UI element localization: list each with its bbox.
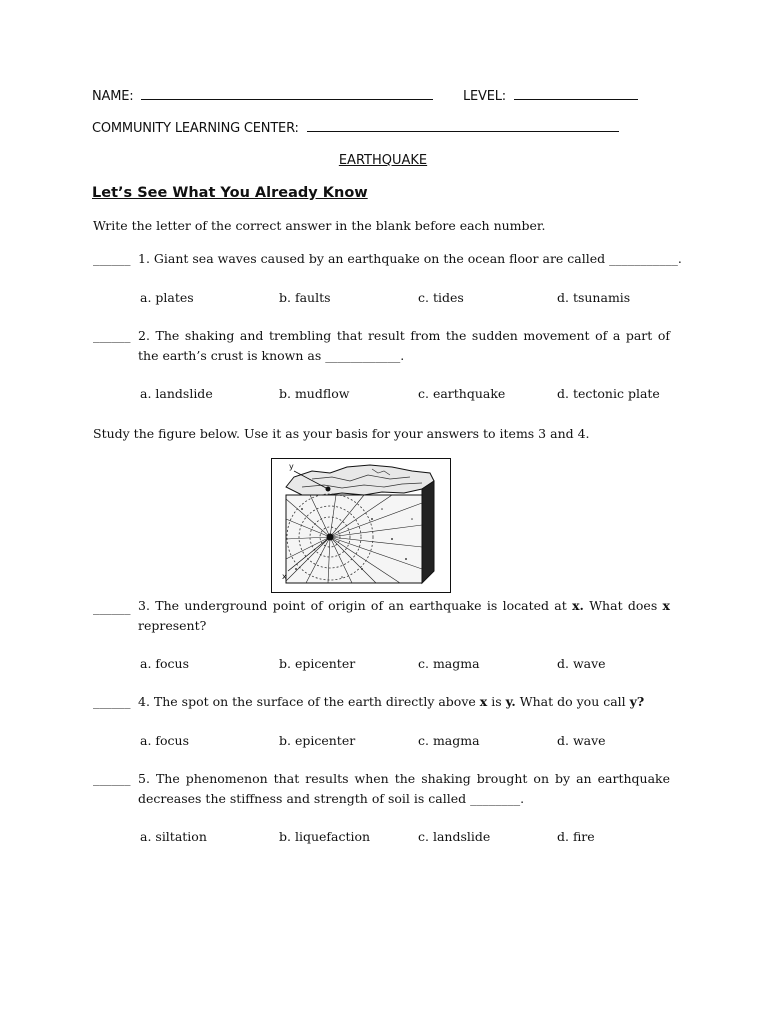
q4-option-c: c. magma — [418, 733, 480, 748]
q2-option-c: c. earthquake — [418, 386, 506, 401]
question-4-text-mid: is — [487, 694, 506, 709]
answer-blank-3[interactable]: ______ — [93, 600, 131, 615]
question-5: 5. The phenomenon that results when the shaking brought on by an earthquake decreases the stiffness and strength of soil is called ________. — [138, 771, 670, 806]
question-3-x-bold: x. — [572, 598, 584, 613]
q2-option-a: a. landslide — [140, 386, 213, 401]
answer-blank-2[interactable]: ______ — [93, 328, 131, 343]
q3-option-b: b. epicenter — [279, 656, 356, 671]
earthquake-diagram — [271, 458, 451, 593]
question-3-text: 3. The underground point of origin of an earthquake is located at — [138, 598, 573, 613]
clc-blank[interactable] — [307, 130, 619, 132]
figure-label-x: x — [282, 572, 287, 581]
clc-field — [92, 121, 619, 136]
question-4-text-mid-2: What do you call — [515, 694, 630, 709]
question-3-text-end: represent? — [138, 618, 207, 633]
q5-option-d: d. fire — [557, 829, 595, 844]
q5-option-c: c. landslide — [418, 829, 491, 844]
name-label: NAME: — [92, 89, 134, 104]
name-blank[interactable] — [141, 98, 433, 100]
answer-blank-1[interactable]: ______ — [93, 251, 131, 266]
name-field — [92, 89, 433, 104]
q3-option-d: d. wave — [557, 656, 606, 671]
level-blank[interactable] — [514, 98, 638, 100]
question-4 — [138, 692, 670, 712]
q3-option-a: a. focus — [140, 656, 190, 671]
q4-option-d: d. wave — [557, 733, 606, 748]
figure-label-y: y — [289, 462, 294, 471]
section-heading: Let’s See What You Already Know — [92, 185, 368, 201]
clc-label: COMMUNITY LEARNING CENTER: — [92, 121, 299, 136]
q5-option-b: b. liquefaction — [279, 829, 371, 844]
q4-option-a: a. focus — [140, 733, 190, 748]
question-3 — [138, 596, 670, 636]
earthquake-block-illustration — [272, 459, 450, 592]
q2-option-b: b. mudflow — [279, 386, 350, 401]
q1-option-b: b. faults — [279, 290, 331, 305]
page-title: EARTHQUAKE — [338, 153, 428, 168]
question-2: 2. The shaking and trembling that result from the sudden movement of a part of the earth’s crust is known as ____________. — [138, 328, 670, 363]
level-label: LEVEL: — [463, 89, 506, 104]
figure-instruction: Study the figure below. Use it as your basis for your answers to items 3 and 4. — [93, 426, 590, 441]
q3-option-c: c. magma — [418, 656, 480, 671]
question-4-text: 4. The spot on the surface of the earth directly above — [138, 694, 480, 709]
q4-option-b: b. epicenter — [279, 733, 356, 748]
instructions: Write the letter of the correct answer in the blank before each number. — [93, 218, 546, 233]
q1-option-a: a. plates — [140, 290, 194, 305]
question-4-x-bold: x — [479, 694, 488, 709]
answer-blank-4[interactable]: ______ — [93, 694, 131, 709]
question-3-text-mid: What does — [583, 598, 663, 613]
q1-option-d: d. tsunamis — [557, 290, 631, 305]
question-3-x-bold-2: x — [662, 598, 670, 613]
level-field — [463, 89, 638, 104]
q1-option-c: c. tides — [418, 290, 464, 305]
question-4-y-bold: y. — [505, 694, 516, 709]
q2-option-d: d. tectonic plate — [557, 386, 660, 401]
q5-option-a: a. siltation — [140, 829, 207, 844]
answer-blank-5[interactable]: ______ — [93, 771, 131, 786]
question-1: 1. Giant sea waves caused by an earthquake on the ocean floor are called ___________. — [138, 251, 682, 266]
question-4-y-bold-2: y? — [629, 694, 645, 709]
